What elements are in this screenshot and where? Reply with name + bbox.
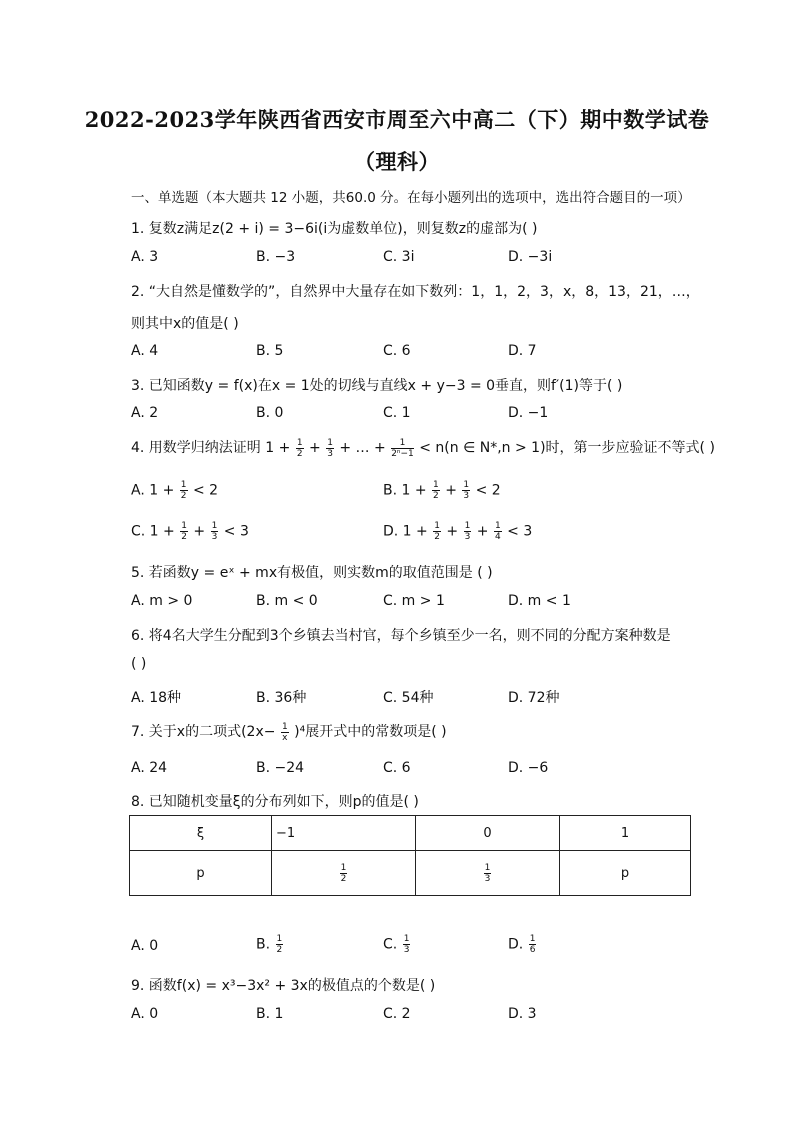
q3-stem: 3. 已知函数y = f(x)在x = 1处的切线与直线x + y−3 = 0垂直，则f′(1)等于( ) <box>131 378 623 394</box>
q8-option-c: C. $\frac{1}{3}$ <box>383 934 410 955</box>
exam-title: 2022-2023学年陕西省西安市周至六中高二（下）期中数学试卷 <box>84 107 710 132</box>
q2-stem-line2: 则其中x的值是( ) <box>131 316 239 332</box>
table-row <box>130 816 691 851</box>
table-row <box>130 851 691 896</box>
table-cell: $\frac{1}{2}$ <box>272 851 416 896</box>
q5-stem: 5. 若函数y = eˣ + mx有极值，则实数m的取值范围是 ( ) <box>131 565 493 581</box>
q8-option-d: D. $\frac{1}{6}$ <box>508 934 536 955</box>
q2-option-a: A. 4 <box>131 343 159 359</box>
q4-stem-part-a: 4. 用数学归纳法证明 1 + <box>131 440 291 456</box>
q9-stem: 9. 函数f(x) = x³−3x² + 3x的极值点的个数是( ) <box>131 978 436 994</box>
q4-fraction-half: $\frac{1}{2}$ <box>296 437 303 459</box>
q4-stem-part-d: < n(n ∈ N*,n > 1)时，第一步应验证不等式( ) <box>419 440 715 456</box>
q9-option-c: C. 2 <box>383 1006 411 1022</box>
q3-option-d: D. −1 <box>508 405 549 421</box>
q1-stem: 1. 复数z满足z(2 + i) = 3−6i(i为虚数单位)，则复数z的虚部为( ) <box>131 221 538 237</box>
q1-option-a: A. 3 <box>131 249 159 265</box>
q7-fraction: $\frac{1}{x}$ <box>281 721 288 743</box>
table-cell: 1 <box>560 816 691 851</box>
q4-fraction-last: $\frac{1}{\text{2ⁿ−1}}$ <box>391 437 414 459</box>
table-cell: 0 <box>416 816 560 851</box>
q2-option-d: D. 7 <box>508 343 537 359</box>
table-cell: p <box>560 851 691 896</box>
q7-option-d: D. −6 <box>508 760 549 776</box>
q3-option-c: C. 1 <box>383 405 411 421</box>
q7-option-a: A. 24 <box>131 760 168 776</box>
q7-option-b: B. −24 <box>256 760 305 776</box>
q6-option-c: C. 54种 <box>383 690 434 706</box>
q6-stem-line2: ( ) <box>131 656 147 672</box>
q2-option-b: B. 5 <box>256 343 284 359</box>
q9-option-a: A. 0 <box>131 1006 159 1022</box>
q4-fraction-third: $\frac{1}{3}$ <box>327 437 333 459</box>
q8-option-b: B. $\frac{1}{2}$ <box>256 934 283 955</box>
q4-stem <box>131 437 715 459</box>
q5-option-a: A. m > 0 <box>131 593 193 609</box>
table-cell: p <box>130 851 272 896</box>
q3-option-a: A. 2 <box>131 405 159 421</box>
q4-option-c: C. 1 + $\frac{1}{2}$ + $\frac{1}{3}$ < 3 <box>131 521 249 542</box>
q7-stem: 7. 关于x的二项式(2x− $\frac{1}{x}$ )⁴展开式中的常数项是( ) <box>131 721 447 743</box>
q1-option-b: B. −3 <box>256 249 296 265</box>
table-cell: $\frac{1}{3}$ <box>416 851 560 896</box>
q4-option-b: B. 1 + $\frac{1}{2}$ + $\frac{1}{3}$ < 2 <box>383 480 501 501</box>
q7-option-c: C. 6 <box>383 760 411 776</box>
table-cell: −1 <box>272 816 416 851</box>
q6-option-d: D. 72种 <box>508 690 560 706</box>
q8-stem: 8. 已知随机变量ξ的分布列如下，则p的值是( ) <box>131 794 419 810</box>
q5-option-c: C. m > 1 <box>383 593 445 609</box>
q1-option-c: C. 3i <box>383 249 415 265</box>
q8-option-a: A. 0 <box>131 938 159 954</box>
table-cell: ξ <box>130 816 272 851</box>
q9-option-b: B. 1 <box>256 1006 284 1022</box>
q6-option-a: A. 18种 <box>131 690 182 706</box>
q4-option-d: D. 1 + $\frac{1}{2}$ + $\frac{1}{3}$ + $\frac{1}{4}$ < 3 <box>383 521 533 542</box>
q5-option-d: D. m < 1 <box>508 593 571 609</box>
q4-stem-part-b: + <box>309 440 321 456</box>
exam-subtitle: （理科） <box>354 149 440 174</box>
q1-option-d: D. −3i <box>508 249 553 265</box>
q4-stem-part-c: + … + <box>339 440 386 456</box>
q6-stem-line1: 6. 将4名大学生分配到3个乡镇去当村官，每个乡镇至少一名，则不同的分配方案种数是 <box>131 628 671 644</box>
q9-option-d: D. 3 <box>508 1006 537 1022</box>
q6-option-b: B. 36种 <box>256 690 307 706</box>
section-heading: 一、单选题（本大题共 12 小题，共60.0 分。在每小题列出的选项中，选出符合题目的一项） <box>131 190 691 206</box>
q2-stem-line1: 2. “大自然是懂数学的”，自然界中大量存在如下数列：1，1，2，3，x，8，13，21，…， <box>131 284 700 300</box>
q2-option-c: C. 6 <box>383 343 411 359</box>
distribution-table <box>129 815 691 896</box>
q3-option-b: B. 0 <box>256 405 284 421</box>
q4-option-a: A. 1 + $\frac{1}{2}$ < 2 <box>131 480 219 501</box>
q5-option-b: B. m < 0 <box>256 593 318 609</box>
